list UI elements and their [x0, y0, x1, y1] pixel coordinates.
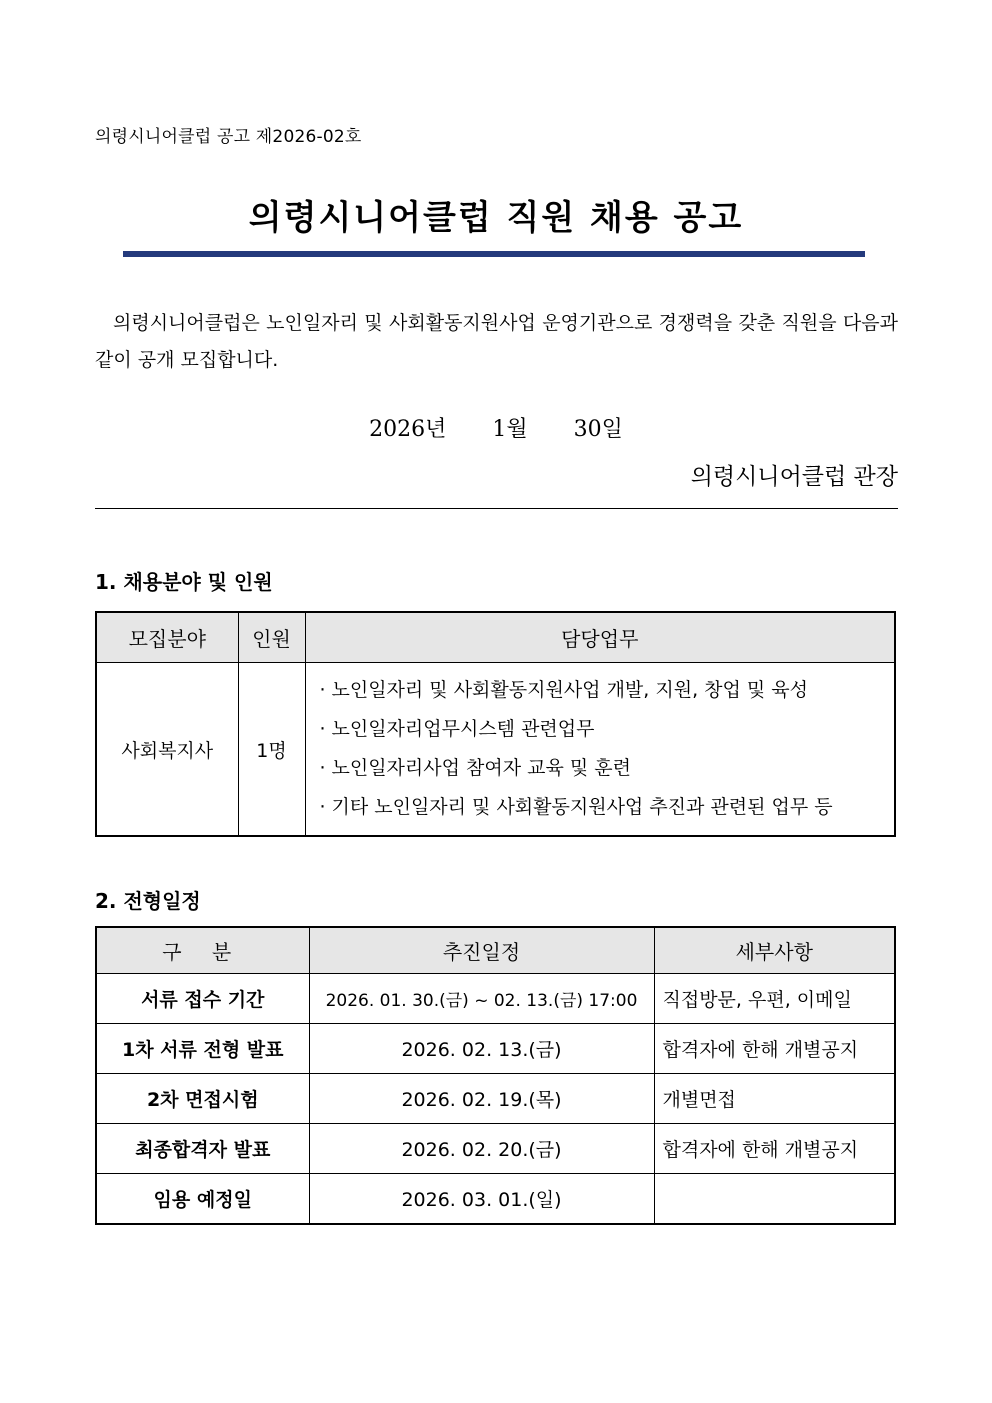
cell-stage: 2차 면접시험: [96, 1074, 309, 1124]
header-stage: 구 분: [96, 927, 309, 974]
list-item: [314, 710, 889, 749]
intro-paragraph: [95, 305, 898, 379]
cell-detail: 합격자에 한해 개별공지: [654, 1124, 895, 1174]
bullet-icon: ·: [319, 718, 326, 740]
divider: [95, 508, 898, 509]
header-schedule: 추진일정: [309, 927, 654, 974]
table-row: [96, 1174, 895, 1225]
date-day: 30일: [573, 417, 623, 442]
header-count: 인원: [238, 612, 305, 663]
bullet-icon: ·: [319, 796, 326, 818]
notice-number: 의령시니어클럽 공고 제2026-02호: [95, 127, 362, 147]
cell-schedule: 2026. 03. 01.(일): [309, 1174, 654, 1225]
date-year: 2026년: [369, 417, 447, 442]
schedule-table: [95, 926, 896, 1225]
cell-schedule: 2026. 02. 20.(금): [309, 1124, 654, 1174]
duty-text: 노인일자리사업 참여자 교육 및 훈련: [331, 757, 631, 779]
header-detail: 세부사항: [654, 927, 895, 974]
table-row: [96, 1024, 895, 1074]
cell-stage: 서류 접수 기간: [96, 974, 309, 1024]
list-item: [314, 749, 889, 788]
cell-detail: 직접방문, 우편, 이메일: [654, 974, 895, 1024]
cell-stage: 1차 서류 전형 발표: [96, 1024, 309, 1074]
bullet-icon: ·: [319, 757, 326, 779]
table-row: [96, 974, 895, 1024]
duty-text: 기타 노인일자리 및 사회활동지원사업 추진과 관련된 업무 등: [331, 796, 833, 818]
cell-stage: 최종합격자 발표: [96, 1124, 309, 1174]
list-item: [314, 788, 889, 827]
date-month: 1월: [492, 417, 528, 442]
title-underline: [123, 251, 865, 257]
duty-text: 노인일자리 및 사회활동지원사업 개발, 지원, 창업 및 육성: [331, 679, 808, 701]
cell-detail: 개별면접: [654, 1074, 895, 1124]
header-duties: 담당업무: [305, 612, 895, 663]
cell-detail: [654, 1174, 895, 1225]
section-heading-schedule: 2. 전형일정: [95, 889, 201, 913]
bullet-icon: ·: [319, 679, 326, 701]
cell-detail: 합격자에 한해 개별공지: [654, 1024, 895, 1074]
recruitment-table: [95, 611, 896, 837]
cell-count: 1명: [238, 663, 305, 837]
section-heading-recruitment: 1. 채용분야 및 인원: [95, 570, 273, 594]
table-row: [96, 1074, 895, 1124]
cell-schedule: 2026. 01. 30.(금) ~ 02. 13.(금) 17:00: [309, 974, 654, 1024]
table-header-row: [96, 612, 895, 663]
cell-schedule: 2026. 02. 13.(금): [309, 1024, 654, 1074]
cell-duties: [305, 663, 895, 837]
table-row: [96, 1124, 895, 1174]
document-title: 의령시니어클럽 직원 채용 공고: [248, 198, 744, 238]
table-header-row: [96, 927, 895, 974]
header-field: 모집분야: [96, 612, 238, 663]
list-item: [314, 671, 889, 710]
table-row: [96, 663, 895, 837]
cell-stage: 임용 예정일: [96, 1174, 309, 1225]
cell-field: 사회복지사: [96, 663, 238, 837]
signer: 의령시니어클럽 관장: [690, 464, 898, 490]
cell-schedule: 2026. 02. 19.(목): [309, 1074, 654, 1124]
duty-text: 노인일자리업무시스템 관련업무: [331, 718, 595, 740]
announcement-date: [0, 412, 992, 443]
intro-text: 의령시니어클럽은 노인일자리 및 사회활동지원사업 운영기관으로 경쟁력을 갖춘 직원을 다음과 같이 공개 모집합니다.: [95, 312, 898, 371]
